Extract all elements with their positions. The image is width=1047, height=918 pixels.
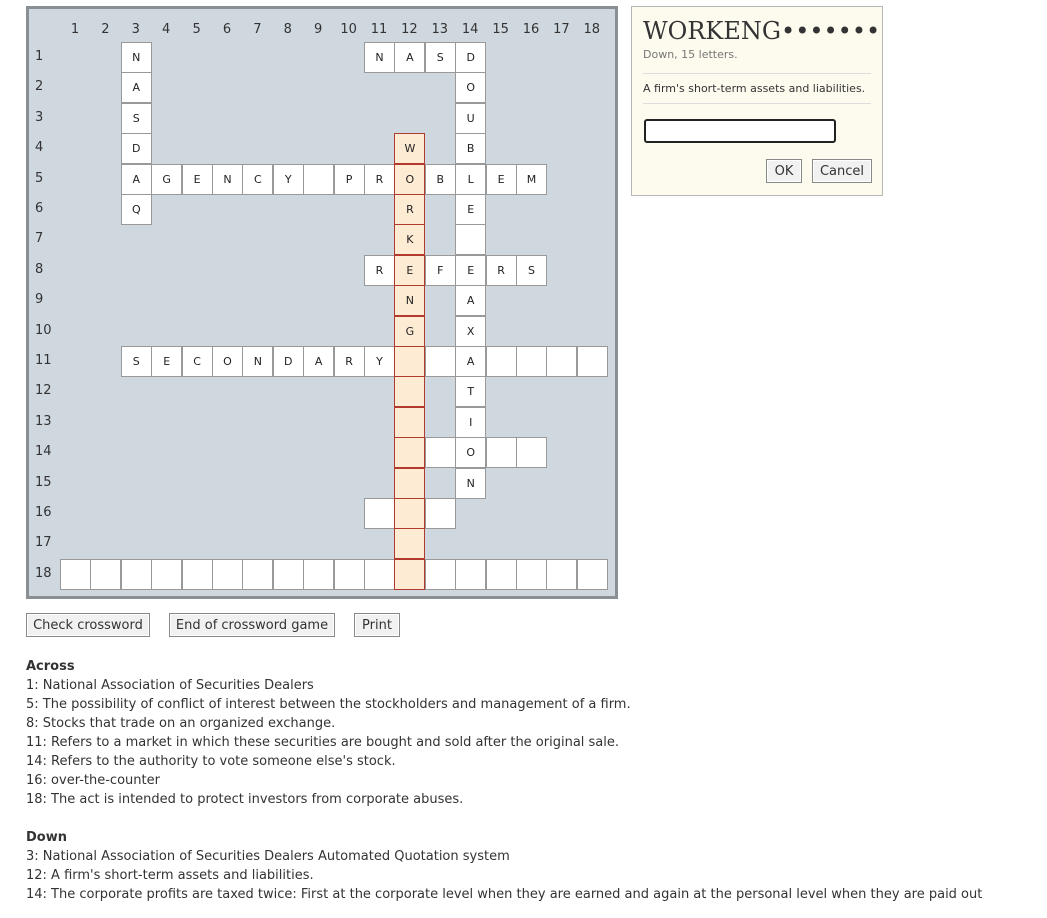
grid-cell[interactable]: N: [121, 42, 152, 73]
selected-word-cell[interactable]: N: [394, 285, 425, 316]
grid-cell[interactable]: [303, 559, 334, 590]
grid-cell[interactable]: N: [364, 42, 395, 73]
spacer: [26, 809, 982, 828]
ok-button[interactable]: OK: [766, 159, 802, 183]
selected-word-cell[interactable]: [394, 407, 425, 438]
grid-cell[interactable]: [577, 559, 608, 590]
row-number: 1: [35, 49, 44, 64]
grid-cell[interactable]: [60, 559, 91, 590]
grid-cell[interactable]: [455, 559, 486, 590]
print-button[interactable]: Print: [354, 613, 400, 637]
divider: [643, 73, 871, 74]
grid-cell[interactable]: T: [455, 376, 486, 407]
column-number: 10: [340, 22, 357, 37]
row-number: 18: [35, 565, 52, 581]
selected-word-cell[interactable]: W: [394, 133, 425, 164]
grid-cell[interactable]: B: [425, 164, 456, 195]
selected-word-cell[interactable]: G: [394, 316, 425, 347]
crossword-grid: [26, 6, 618, 599]
column-number: 2: [101, 22, 110, 37]
down-clue[interactable]: 3: National Association of Securities Dealers Automated Quotation system: [26, 849, 510, 864]
column-number: 3: [131, 22, 140, 37]
grid-cell[interactable]: D: [121, 133, 152, 164]
grid-cell[interactable]: [516, 559, 547, 590]
grid-cell[interactable]: O: [455, 72, 486, 103]
grid-cell[interactable]: N: [212, 164, 243, 195]
grid-cell[interactable]: S: [121, 103, 152, 134]
clue-panel: [631, 6, 883, 196]
row-number: 3: [35, 109, 44, 125]
grid-cell[interactable]: G: [151, 164, 182, 195]
across-clue[interactable]: 1: National Association of Securities Dealers: [26, 678, 314, 693]
grid-cell[interactable]: [546, 559, 577, 590]
grid-cell[interactable]: [516, 437, 547, 468]
grid-cell[interactable]: R: [486, 255, 517, 286]
grid-cell[interactable]: D: [273, 346, 304, 377]
grid-cell[interactable]: [516, 346, 547, 377]
selected-word-cell[interactable]: [394, 559, 425, 590]
down-clue[interactable]: 14: The corporate profits are taxed twice: First at the corporate level when they are earned and again at the personal level when they are paid out: [26, 887, 983, 902]
grid-cell[interactable]: [364, 498, 395, 529]
divider: [643, 103, 871, 104]
grid-cell[interactable]: [182, 559, 213, 590]
column-number: 13: [431, 22, 449, 37]
grid-cell[interactable]: A: [394, 42, 425, 73]
selected-word-cell[interactable]: E: [394, 255, 425, 286]
row-number: 4: [35, 140, 44, 156]
grid-cell[interactable]: E: [151, 346, 182, 377]
down-heading: Down: [26, 830, 67, 845]
grid-cell[interactable]: E: [455, 194, 486, 225]
grid-cell[interactable]: E: [455, 255, 486, 286]
grid-cell[interactable]: O: [455, 437, 486, 468]
grid-cell[interactable]: R: [334, 346, 365, 377]
grid-cell[interactable]: A: [303, 346, 334, 377]
grid-cell[interactable]: [242, 559, 273, 590]
grid-cell[interactable]: [425, 437, 456, 468]
column-number: 9: [314, 22, 323, 37]
clue-text: A firm's short-term assets and liabilities.: [643, 82, 866, 95]
row-number: 12: [35, 383, 52, 399]
column-number: 6: [222, 22, 232, 37]
grid-cell[interactable]: [486, 346, 517, 377]
column-number: 1: [70, 22, 80, 37]
grid-cell[interactable]: [546, 346, 577, 377]
grid-cell[interactable]: S: [121, 346, 152, 377]
grid-cell[interactable]: [303, 164, 334, 195]
column-number: 12: [401, 22, 418, 37]
grid-cell[interactable]: [121, 559, 152, 590]
grid-cell[interactable]: [455, 224, 486, 255]
row-number: 5: [35, 170, 44, 186]
grid-cell[interactable]: N: [455, 468, 486, 499]
answer-input[interactable]: [644, 119, 836, 143]
grid-cell[interactable]: A: [121, 72, 152, 103]
row-number: 16: [35, 505, 52, 520]
selected-word-cell[interactable]: [394, 468, 425, 499]
row-number: 11: [35, 353, 52, 368]
clue-direction: Down, 15 letters.: [643, 48, 738, 61]
clue-word-preview: WORKENG•••••••: [643, 17, 881, 45]
across-clue[interactable]: 11: Refers to a market in which these securities are bought and sold after the original sale.: [26, 735, 620, 750]
row-number: 10: [35, 322, 52, 338]
across-clue[interactable]: 8: Stocks that trade on an organized exchange.: [26, 716, 336, 731]
grid-cell[interactable]: A: [455, 285, 486, 316]
across-heading: Across: [26, 659, 75, 674]
selected-word-cell[interactable]: R: [394, 194, 425, 225]
column-number: 18: [583, 22, 601, 37]
across-clue[interactable]: 16: over-the-counter: [26, 773, 160, 788]
grid-cell[interactable]: [577, 346, 608, 377]
selected-word-cell[interactable]: [394, 376, 425, 407]
selected-word-cell[interactable]: [394, 346, 425, 377]
clue-list: [26, 657, 982, 904]
grid-cell[interactable]: Y: [364, 346, 395, 377]
grid-cell[interactable]: [425, 559, 456, 590]
grid-cell[interactable]: [486, 437, 517, 468]
grid-cell[interactable]: F: [425, 255, 456, 286]
across-clue[interactable]: 18: The act is intended to protect investors from corporate abuses.: [26, 792, 464, 807]
grid-cell[interactable]: N: [242, 346, 273, 377]
selected-word-cell[interactable]: K: [394, 224, 425, 255]
grid-cell[interactable]: E: [182, 164, 213, 195]
grid-cell[interactable]: [364, 559, 395, 590]
grid-cell[interactable]: U: [455, 103, 486, 134]
check-crossword-button[interactable]: Check crossword: [26, 613, 150, 637]
selected-word-cell[interactable]: [394, 528, 425, 559]
row-number: 8: [35, 261, 44, 277]
grid-cell[interactable]: S: [425, 42, 456, 73]
column-number: 17: [553, 22, 570, 37]
row-number: 6: [35, 201, 44, 216]
column-number: 7: [253, 22, 262, 37]
across-clue[interactable]: 14: Refers to the authority to vote someone else's stock.: [26, 754, 396, 769]
down-clue[interactable]: 12: A firm's short-term assets and liabilities.: [26, 868, 314, 883]
grid-cell[interactable]: P: [334, 164, 365, 195]
row-number: 2: [35, 79, 44, 95]
grid-cell[interactable]: D: [455, 42, 486, 73]
grid-cell[interactable]: A: [121, 164, 152, 195]
selected-word-cell[interactable]: [394, 498, 425, 529]
cancel-button[interactable]: Cancel: [812, 159, 872, 183]
column-number: 15: [492, 22, 509, 37]
column-number: 14: [461, 22, 479, 37]
column-number: 5: [192, 22, 201, 37]
grid-cell[interactable]: [486, 559, 517, 590]
grid-cell[interactable]: [90, 559, 121, 590]
selected-word-cell[interactable]: [394, 437, 425, 468]
grid-cell[interactable]: [212, 559, 243, 590]
row-number: 7: [35, 231, 44, 247]
column-number: 11: [370, 22, 388, 37]
row-number: 15: [35, 474, 52, 490]
grid-cell[interactable]: O: [212, 346, 243, 377]
grid-cell[interactable]: E: [486, 164, 517, 195]
across-clue[interactable]: 5: The possibility of conflict of interest between the stockholders and management of a firm.: [26, 697, 631, 712]
grid-cell[interactable]: [334, 559, 365, 590]
grid-cell[interactable]: C: [242, 164, 273, 195]
grid-cell[interactable]: R: [364, 164, 395, 195]
grid-cell[interactable]: [151, 559, 182, 590]
row-number: 17: [35, 535, 52, 551]
column-number: 16: [522, 22, 540, 37]
grid-cell[interactable]: C: [182, 346, 213, 377]
grid-cell[interactable]: A: [455, 346, 486, 377]
grid-cell[interactable]: [425, 346, 456, 377]
grid-cell[interactable]: [273, 559, 304, 590]
grid-cell[interactable]: [425, 498, 456, 529]
row-number: 9: [35, 292, 44, 308]
grid-cell[interactable]: S: [516, 255, 547, 286]
grid-cell[interactable]: L: [455, 164, 486, 195]
grid-cell[interactable]: M: [516, 164, 547, 195]
selected-word-cell[interactable]: O: [394, 164, 425, 195]
grid-cell[interactable]: R: [364, 255, 395, 286]
end-game-button[interactable]: End of crossword game: [169, 613, 335, 637]
column-number: 8: [283, 22, 292, 37]
row-number: 13: [35, 413, 52, 429]
column-number: 4: [162, 22, 171, 37]
grid-cell[interactable]: Y: [273, 164, 304, 195]
row-number: 14: [35, 444, 52, 460]
grid-cell[interactable]: Q: [121, 194, 152, 225]
grid-cell[interactable]: I: [455, 407, 486, 438]
grid-cell[interactable]: B: [455, 133, 486, 164]
grid-cell[interactable]: X: [455, 316, 486, 347]
